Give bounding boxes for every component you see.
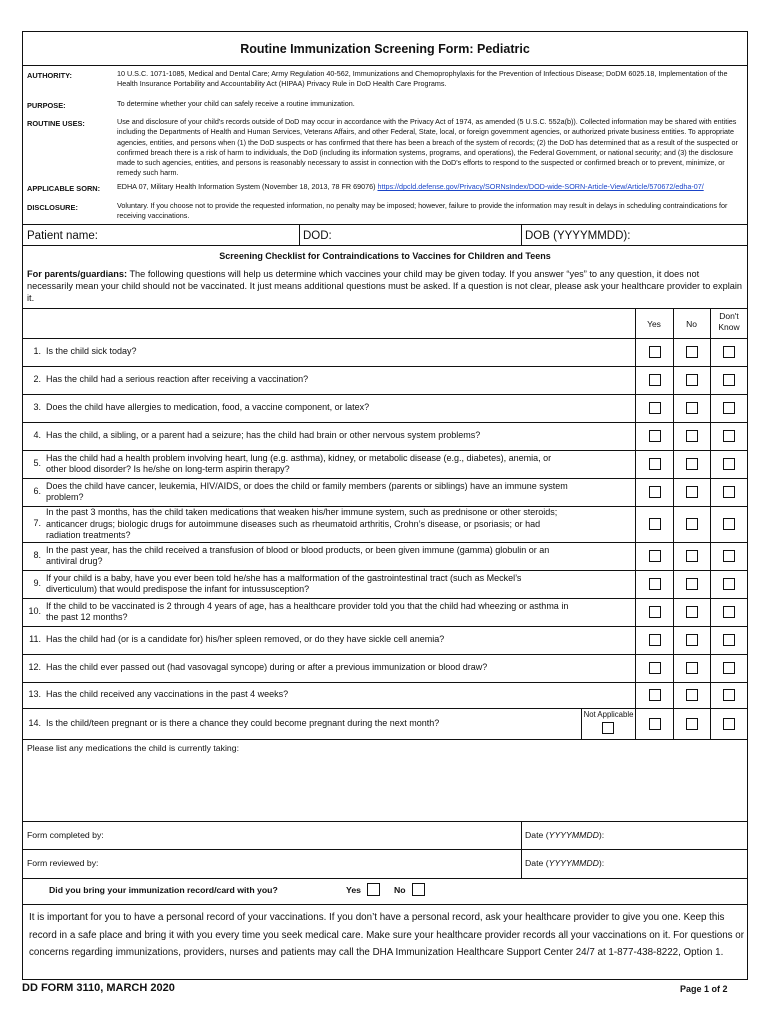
sorn-label: APPLICABLE SORN: (27, 184, 101, 193)
question-text (46, 634, 444, 646)
question-text-line: Has the child received any vaccinations in the past 4 weeks? (46, 689, 289, 700)
question-text-line: Has the child, a sibling, or a parent had a seizure; has the child had brain or other nervous system problems? (46, 430, 481, 441)
question-text (46, 402, 369, 414)
sorn-text (117, 182, 745, 192)
divider (23, 682, 747, 683)
divider (23, 422, 747, 423)
question-3-yes-checkbox[interactable] (649, 402, 661, 414)
authority-text: 10 U.S.C. 1071-1085, Medical and Dental Care; Army Regulation 40-562, Immunizations and Chemoprophylaxis for the Prevention of Infectious Disease; DoDM 6025.18, Implementation of the Health Insurance Portability and Accountability Act (HIPAA) Privacy Rule in DoD Health Care Programs. (117, 69, 728, 89)
divider (23, 570, 747, 571)
question-text-line: Does the child have cancer, leukemia, HIV/AIDS, or does the child or family members (parents or siblings) have an immune system (46, 480, 568, 491)
question-number: 11. (29, 634, 41, 645)
question-4-no-checkbox[interactable] (686, 430, 698, 442)
question-13-dont-know-checkbox[interactable] (723, 689, 735, 701)
question-row (23, 598, 635, 626)
question-10-yes-checkbox[interactable] (649, 606, 661, 618)
purpose-text: To determine whether your child can safely receive a routine immunization. (117, 99, 355, 108)
divider (23, 245, 747, 246)
date-prefix: Date ( (525, 858, 549, 868)
question-number: 1. (33, 346, 41, 357)
question-10-dont-know-checkbox[interactable] (723, 606, 735, 618)
question-1-no-checkbox[interactable] (686, 346, 698, 358)
question-1-dont-know-checkbox[interactable] (723, 346, 735, 358)
question-12-yes-checkbox[interactable] (649, 662, 661, 674)
question-6-no-checkbox[interactable] (686, 486, 698, 498)
question-2-yes-checkbox[interactable] (649, 374, 661, 386)
divider (23, 849, 747, 850)
record-yes-label: Yes (346, 885, 361, 895)
divider (635, 308, 636, 739)
question-text (46, 662, 487, 674)
completed-date-label (525, 830, 604, 840)
question-text-line: In the past year, has the child received a transfusion of blood or blood products, or been given immune (gamma) globulin or an (46, 544, 550, 555)
question-row (23, 506, 635, 542)
question-14-yes-checkbox[interactable] (649, 718, 661, 730)
question-12-no-checkbox[interactable] (686, 662, 698, 674)
form-title: Routine Immunization Screening Form: Pediatric (240, 42, 530, 56)
date-suffix: ): (598, 858, 605, 868)
question-text-line: anticancer drugs; biologic drugs for autoimmune diseases such as rheumatoid arthritis, Crohn’s disease, or psoriasis; or had (46, 518, 541, 529)
divider (521, 224, 522, 245)
question-text (46, 430, 480, 442)
question-text-line: Is the child/teen pregnant or is there a chance they could become pregnant during the next month? (46, 717, 440, 728)
question-row (23, 338, 635, 366)
intro-paragraph (27, 269, 743, 304)
date-suffix: ): (598, 830, 605, 840)
divider (23, 708, 747, 709)
purpose-label: PURPOSE: (27, 101, 66, 110)
question-text-line: the past 12 months? (46, 612, 128, 622)
authority-label: AUTHORITY: (27, 71, 73, 80)
question-text-line: antiviral drug? (46, 556, 103, 566)
question-text-line: Has the child ever passed out (had vasovagal syncope) during or after a previous immunization or blood draw? (46, 662, 488, 673)
question-text (46, 689, 288, 701)
question-6-dont-know-checkbox[interactable] (723, 486, 735, 498)
question-2-dont-know-checkbox[interactable] (723, 374, 735, 386)
question-text-line: problem? (46, 492, 84, 502)
question-row (23, 708, 635, 739)
question-7-yes-checkbox[interactable] (649, 518, 661, 530)
question-number: 12. (28, 662, 41, 673)
question-text (46, 346, 137, 358)
divider (673, 308, 674, 739)
question-row (23, 542, 635, 570)
question-8-yes-checkbox[interactable] (649, 550, 661, 562)
divider (23, 308, 747, 309)
question-11-no-checkbox[interactable] (686, 634, 698, 646)
question-text (46, 507, 557, 542)
question-number: 8. (33, 550, 41, 561)
divider (23, 904, 747, 905)
closing-note: It is important for you to have a personal record of your vaccinations. If you don’t have a personal record, ask your healthcare provider to give you one. Keep this record in a safe place and bring it with you every time you seek medical care. Make sure your healthcare provider records all your vaccinations on it. For questions or concerns regarding immunizations, providers, nurses and patients may call the DHA Immunization Healthcare Support Center 24/7 at 1-877-438-8222, Option 1. (29, 912, 744, 958)
question-number: 14. (28, 717, 41, 728)
question-text (46, 718, 439, 730)
question-row (23, 626, 635, 654)
divider (23, 598, 747, 599)
question-row (23, 654, 635, 682)
routine-uses-text: Use and disclosure of your child's records outside of DoD may occur in accordance with the Privacy Act of 1974, as amended (5 U.S.C. 552a(b)). Collected information may be shared with entities including the Departments of Health and Human Services, Veterans Affairs, and other Federal, State, local, or foreign government agencies, or authorized private business entities. To appropriate agencies, entities, and persons when (1) the DoD suspects or has confirmed that there has been a breach of the system of records; (2) the DoD has determined that as a result of the suspected or confirmed breach there is a risk of harm to individuals, the DoD (including its information systems, programs, and operations), the Federal Government, or national security; and (3) the disclosure made to such agencies, entities, and persons is reasonably necessary to assist in connection with the DoD's efforts to respond to the suspected or confirmed breach or to prevent, minimize, or remedy such harm. (117, 117, 738, 178)
record-yes-checkbox[interactable] (367, 883, 380, 896)
reviewed-date-label (525, 858, 604, 868)
question-11-dont-know-checkbox[interactable] (723, 634, 735, 646)
disclosure-label: DISCLOSURE: (27, 203, 78, 212)
completed-by-label: Form completed by: (27, 830, 104, 840)
divider (23, 338, 747, 339)
col-dont-know-line2: Know (718, 322, 740, 332)
question-8-dont-know-checkbox[interactable] (723, 550, 735, 562)
question-2-no-checkbox[interactable] (686, 374, 698, 386)
not-applicable-cell (581, 708, 635, 739)
divider (23, 878, 747, 879)
question-text-line: If your child is a baby, have you ever been told he/she has a malformation of the gastrointestinal tract (such as Meckel’s (46, 572, 522, 583)
page-number: Page 1 of 2 (680, 984, 728, 994)
question-8-no-checkbox[interactable] (686, 550, 698, 562)
question-3-dont-know-checkbox[interactable] (723, 402, 735, 414)
question-number: 6. (33, 486, 41, 497)
question-number: 5. (33, 458, 41, 469)
question-5-no-checkbox[interactable] (686, 458, 698, 470)
disclosure-text: Voluntary. If you choose not to provide the requested information, no penalty may be imposed; however, failure to provide the information may result in delays in scheduling contraindications for receiving vaccinations. (117, 201, 728, 221)
record-question: Did you bring your immunization record/card with you? (49, 885, 278, 895)
divider (23, 450, 747, 451)
question-text-line: diverticulum) that would predispose the infant for intussusception? (46, 584, 310, 594)
question-13-no-checkbox[interactable] (686, 689, 698, 701)
question-text (46, 481, 568, 504)
medications-label: Please list any medications the child is currently taking: (27, 743, 239, 753)
question-text (46, 601, 568, 624)
question-row (23, 394, 635, 422)
sorn-text-body: EDHA 07, Military Health Information System (November 18, 2013, 78 FR 69076) (117, 182, 376, 191)
question-row (23, 570, 635, 598)
not-applicable-label: Not Applicable (583, 710, 634, 719)
col-dont-know (710, 311, 748, 333)
not-applicable-checkbox[interactable] (602, 722, 614, 734)
patient-name-label: Patient name: (27, 230, 98, 242)
question-text-line: Is the child sick today? (46, 346, 137, 357)
question-row (23, 682, 635, 708)
question-9-dont-know-checkbox[interactable] (723, 578, 735, 590)
question-text (46, 453, 551, 476)
question-14-no-checkbox[interactable] (686, 718, 698, 730)
question-text-line: Has the child had a health problem involving heart, lung (e.g. asthma), kidney, or metabolic disease (e.g., diabetes), anemia, or (46, 452, 552, 463)
form-frame (22, 31, 748, 980)
question-text-line: If the child to be vaccinated is 2 through 4 years of age, has a healthcare provider told you that the child had wheezing or asthma in (46, 600, 569, 611)
question-text-line: Does the child have allergies to medication, food, a vaccine component, or latex? (46, 402, 370, 413)
question-4-yes-checkbox[interactable] (649, 430, 661, 442)
question-text-line: Has the child had a serious reaction after receiving a vaccination? (46, 374, 309, 385)
question-5-yes-checkbox[interactable] (649, 458, 661, 470)
date-format: YYYYMMDD (548, 830, 599, 840)
question-5-dont-know-checkbox[interactable] (723, 458, 735, 470)
question-text-line: In the past 3 months, has the child taken medications that weaken his/her immune system, such as prednisone or other steroids; (46, 507, 558, 517)
question-3-no-checkbox[interactable] (686, 402, 698, 414)
question-text (46, 374, 308, 386)
form-id: DD FORM 3110, MARCH 2020 (22, 982, 175, 994)
question-number: 7. (33, 518, 41, 529)
record-no-checkbox[interactable] (412, 883, 425, 896)
question-text-line: other blood disorder? Is he/she on long-term aspirin therapy? (46, 464, 290, 474)
divider (23, 65, 747, 66)
divider (23, 542, 747, 543)
dob-label: DOB (YYYYMMDD): (525, 230, 631, 242)
col-no: No (686, 319, 697, 329)
question-row (23, 366, 635, 394)
date-prefix: Date ( (525, 830, 549, 840)
question-number: 4. (33, 430, 41, 441)
question-9-no-checkbox[interactable] (686, 578, 698, 590)
divider (710, 308, 711, 739)
col-yes: Yes (647, 319, 661, 329)
col-dont-know-line1: Don't (719, 311, 739, 321)
question-row (23, 422, 635, 450)
sorn-link[interactable]: https://dpcld.defense.gov/Privacy/SORNsIndex/DOD-wide-SORN-Article-View/Article/570672/edha-07/ (377, 182, 704, 191)
question-4-dont-know-checkbox[interactable] (723, 430, 735, 442)
date-format: YYYYMMDD (548, 858, 599, 868)
divider (23, 224, 747, 225)
divider (23, 394, 747, 395)
question-text-line: Has the child had (or is a candidate for) his/her spleen removed, or do they have sickle cell anemia? (46, 634, 445, 645)
reviewed-by-label: Form reviewed by: (27, 858, 99, 868)
divider (299, 224, 300, 245)
intro-bold: For parents/guardians: (27, 269, 128, 279)
medications-field[interactable] (23, 754, 749, 821)
question-13-yes-checkbox[interactable] (649, 689, 661, 701)
dod-label: DOD: (303, 230, 332, 242)
question-row (23, 450, 635, 478)
routine-uses-label: ROUTINE USES: (27, 119, 85, 128)
divider (23, 366, 747, 367)
divider (23, 739, 747, 740)
intro-text: The following questions will help us determine which vaccines your child may be given today. If you answer “yes” to any question, it does not necessarily mean your child should not be vaccinated. It just means additional questions must be asked. If a question is not clear, please ask your healthcare provider to explain it. (27, 269, 742, 303)
question-7-dont-know-checkbox[interactable] (723, 518, 735, 530)
question-12-dont-know-checkbox[interactable] (723, 662, 735, 674)
divider (23, 626, 747, 627)
question-7-no-checkbox[interactable] (686, 518, 698, 530)
checklist-title: Screening Checklist for Contraindications to Vaccines for Children and Teens (219, 251, 551, 261)
divider (23, 506, 747, 507)
question-number: 9. (33, 578, 41, 589)
question-9-yes-checkbox[interactable] (649, 578, 661, 590)
question-14-dont-know-checkbox[interactable] (723, 718, 735, 730)
question-1-yes-checkbox[interactable] (649, 346, 661, 358)
question-number: 10. (28, 606, 41, 617)
question-number: 13. (28, 689, 41, 700)
question-6-yes-checkbox[interactable] (649, 486, 661, 498)
question-text-line: radiation treatments? (46, 530, 131, 540)
question-number: 3. (33, 402, 41, 413)
question-10-no-checkbox[interactable] (686, 606, 698, 618)
divider (23, 654, 747, 655)
question-number: 2. (33, 374, 41, 385)
divider (23, 478, 747, 479)
question-text (46, 545, 549, 568)
question-11-yes-checkbox[interactable] (649, 634, 661, 646)
record-no-label: No (394, 885, 406, 895)
question-row (23, 478, 635, 506)
divider (23, 821, 747, 822)
question-text (46, 573, 521, 596)
